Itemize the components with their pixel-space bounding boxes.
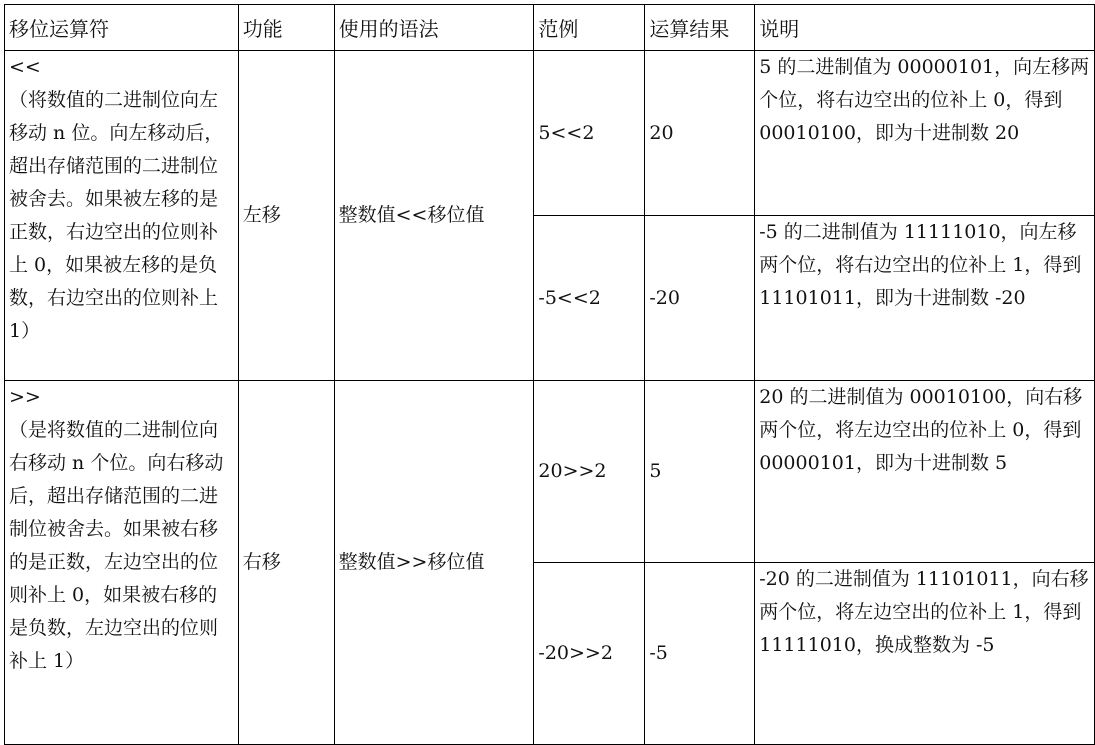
explanation-cell: 5 的二进制值为 00000101，向左移两个位，将右边空出的位补上 0，得到 00010100，即为十进制数 20	[755, 51, 1095, 216]
example-cell: 5<<2	[534, 51, 645, 216]
operator-symbol: >>	[9, 386, 41, 408]
result-cell: -5	[645, 563, 755, 745]
function-cell: 右移	[238, 381, 334, 745]
example-cell: -20>>2	[534, 563, 645, 745]
example-cell: -5<<2	[534, 216, 645, 381]
header-explanation: 说明	[755, 5, 1095, 51]
shift-operators-table	[4, 4, 1095, 745]
operator-description: （是将数值的二进制位向右移动 n 个位。向右移动后，超出存储范围的二进制位被舍去。如果被右移的是正数，左边空出的位则补上 0，如果被右移的是负数，左边空出的位则补上 1）	[9, 419, 224, 672]
operator-cell	[5, 381, 239, 745]
table-row	[5, 51, 1095, 216]
example-cell: 20>>2	[534, 381, 645, 563]
operator-description: （将数值的二进制位向左移动 n 位。向左移动后，超出存储范围的二进制位被舍去。如果被左移的是正数，右边空出的位则补上 0，如果被左移的是负数，右边空出的位则补上 1）	[9, 89, 224, 342]
explanation-cell: -5 的二进制值为 11111010，向左移两个位，将右边空出的位补上 1，得到 11101011，即为十进制数 -20	[755, 216, 1095, 381]
header-function: 功能	[238, 5, 334, 51]
operator-cell	[5, 51, 239, 381]
operator-symbol: <<	[9, 56, 41, 78]
header-syntax: 使用的语法	[334, 5, 534, 51]
syntax-cell: 整数值>>移位值	[334, 381, 534, 745]
result-cell: 20	[645, 51, 755, 216]
header-result: 运算结果	[645, 5, 755, 51]
table-header-row	[5, 5, 1095, 51]
explanation-cell: 20 的二进制值为 00010100，向右移两个位，将左边空出的位补上 0，得到 00000101，即为十进制数 5	[755, 381, 1095, 563]
table-row	[5, 381, 1095, 563]
function-cell: 左移	[238, 51, 334, 381]
header-operator: 移位运算符	[5, 5, 239, 51]
result-cell: -20	[645, 216, 755, 381]
header-example: 范例	[534, 5, 645, 51]
result-cell: 5	[645, 381, 755, 563]
explanation-cell: -20 的二进制值为 11101011，向右移两个位，将左边空出的位补上 1，得到 11111010，换成整数为 -5	[755, 563, 1095, 745]
syntax-cell: 整数值<<移位值	[334, 51, 534, 381]
